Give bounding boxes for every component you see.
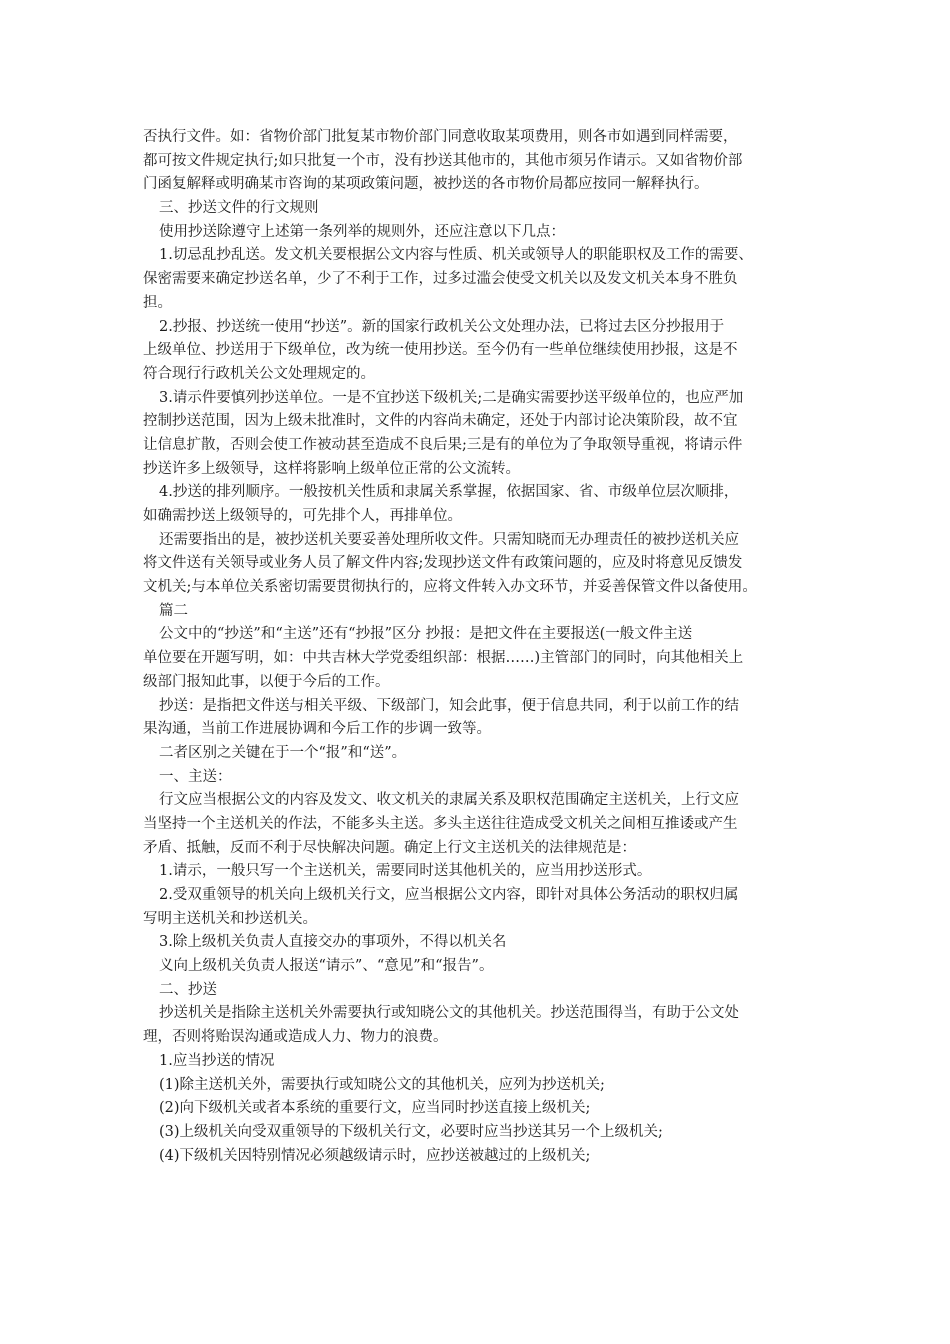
text-line: 抄送机关是指除主送机关外需要执行或知晓公文的其他机关。抄送范围得当，有助于公文处 bbox=[159, 1005, 739, 1022]
text-line: 二者区别之关键在于一个“报”和“送”。 bbox=[159, 744, 407, 761]
text-line: 1.切忌乱抄乱送。发文机关要根据公文内容与性质、机关或领导人的职能职权及工作的需要、 bbox=[159, 247, 753, 264]
document-body bbox=[143, 126, 823, 1168]
text-line: 还需要指出的是，被抄送机关要妥善处理所收文件。只需知晓而无办理责任的被抄送机关应 bbox=[159, 531, 739, 548]
text-line: 文机关;与本单位关系密切需要贯彻执行的，应将文件转入办文环节，并妥善保管文件以备使用。 bbox=[143, 579, 757, 596]
text-line: 当坚持一个主送机关的作法，不能多头主送。多头主送往往造成受文机关之间相互推诿或产生 bbox=[143, 815, 738, 832]
text-line: (4)下级机关因特别情况必须越级请示时，应抄送被越过的上级机关; bbox=[159, 1147, 591, 1164]
text-line: 4.抄送的排列顺序。一般按机关性质和隶属关系掌握，依据国家、省、市级单位层次顺排， bbox=[159, 484, 739, 501]
text-line: 果沟通，当前工作进展协调和今后工作的步调一致等。 bbox=[143, 721, 491, 738]
text-line: 门函复解释或明确某市咨询的某项政策问题，被抄送的各市物价局都应按同一解释执行。 bbox=[143, 176, 709, 193]
text-line: 3.请示件要慎列抄送单位。一是不宜抄送下级机关;二是确实需要抄送平级单位的，也应严加 bbox=[159, 389, 744, 406]
text-line: 如确需抄送上级领导的，可先排个人，再排单位。 bbox=[143, 508, 462, 524]
text-line: (1)除主送机关外，需要执行或知晓公文的其他机关，应列为抄送机关; bbox=[159, 1076, 605, 1093]
text-line: 三、抄送文件的行文规则 bbox=[159, 200, 319, 217]
text-line: 控制抄送范围，因为上级未批准时，文件的内容尚未确定，还处于内部讨论决策阶段，故不宜 bbox=[143, 413, 738, 430]
text-line: 公文中的“抄送”和“主送”还有“抄报”区分 抄报：是把文件在主要报送(一般文件主送 bbox=[159, 626, 693, 643]
text-line: 篇二 bbox=[159, 602, 188, 619]
text-line: 行文应当根据公文的内容及发文、收文机关的隶属关系及职权范围确定主送机关，上行文应 bbox=[159, 792, 739, 809]
text-line: 3.除上级机关负责人直接交办的事项外，不得以机关名 bbox=[159, 934, 507, 951]
text-line: 写明主送机关和抄送机关。 bbox=[143, 910, 317, 927]
text-line: 上级单位、抄送用于下级单位，改为统一使用抄送。至今仍有一些单位继续使用抄报，这是不 bbox=[143, 342, 738, 359]
text-line: 矛盾、抵触，反而不利于尽快解决问题。确定上行文主送机关的法律规范是： bbox=[143, 839, 636, 856]
text-line: 1.应当抄送的情况 bbox=[159, 1052, 275, 1069]
text-line: 抄送许多上级领导，这样将影响上级单位正常的公文流转。 bbox=[143, 460, 520, 477]
text-line: (3)上级机关向受双重领导的下级机关行文，必要时应当抄送其另一个上级机关; bbox=[159, 1123, 663, 1140]
text-line: 都可按文件规定执行;如只批复一个市，没有抄送其他市的，其他市须另作请示。又如省物价部 bbox=[143, 152, 743, 169]
text-line: 义向上级机关负责人报送“请示”、“意见”和“报告”。 bbox=[159, 958, 494, 975]
text-line: 保密需要来确定抄送名单，少了不利于工作，过多过滥会使受文机关以及发文机关本身不胜负 bbox=[143, 271, 738, 288]
text-line: 符合现行行政机关公文处理规定的。 bbox=[143, 365, 375, 382]
text-line: 抄送：是指把文件送与相关平级、下级部门，知会此事，便于信息共同，利于以前工作的结 bbox=[159, 697, 739, 714]
text-line: 2.抄报、抄送统一使用“抄送”。新的国家行政机关公文处理办法，已将过去区分抄报用于 bbox=[159, 318, 725, 335]
text-line: 单位要在开题写明，如：中共吉林大学党委组织部：根据……)主管部门的同时，向其他相关上 bbox=[143, 650, 744, 667]
text-line: 一、主送： bbox=[159, 768, 232, 785]
text-line: 担。 bbox=[143, 294, 172, 311]
text-line: (2)向下级机关或者本系统的重要行文，应当同时抄送直接上级机关; bbox=[159, 1100, 591, 1117]
text-line: 级部门报知此事，以便于今后的工作。 bbox=[143, 673, 390, 690]
text-line: 2.受双重领导的机关向上级机关行文，应当根据公文内容，即针对具体公务活动的职权归属 bbox=[159, 887, 739, 903]
text-line: 将文件送有关领导或业务人员了解文件内容;发现抄送文件有政策问题的，应及时将意见反馈发 bbox=[143, 555, 743, 572]
text-line: 二、抄送 bbox=[159, 981, 217, 998]
text-line: 使用抄送除遵守上述第一条列举的规则外，还应注意以下几点： bbox=[159, 223, 565, 240]
text-line: 否执行文件。如：省物价部门批复某市物价部门同意收取某项费用，则各市如遇到同样需要， bbox=[143, 129, 738, 145]
text-line: 让信息扩散，否则会使工作被动甚至造成不良后果;三是有的单位为了争取领导重视，将请示件 bbox=[143, 436, 743, 453]
text-line: 理，否则将贻误沟通或造成人力、物力的浪费。 bbox=[143, 1029, 448, 1046]
text-line: 1.请示，一般只写一个主送机关，需要同时送其他机关的，应当用抄送形式。 bbox=[159, 863, 652, 880]
